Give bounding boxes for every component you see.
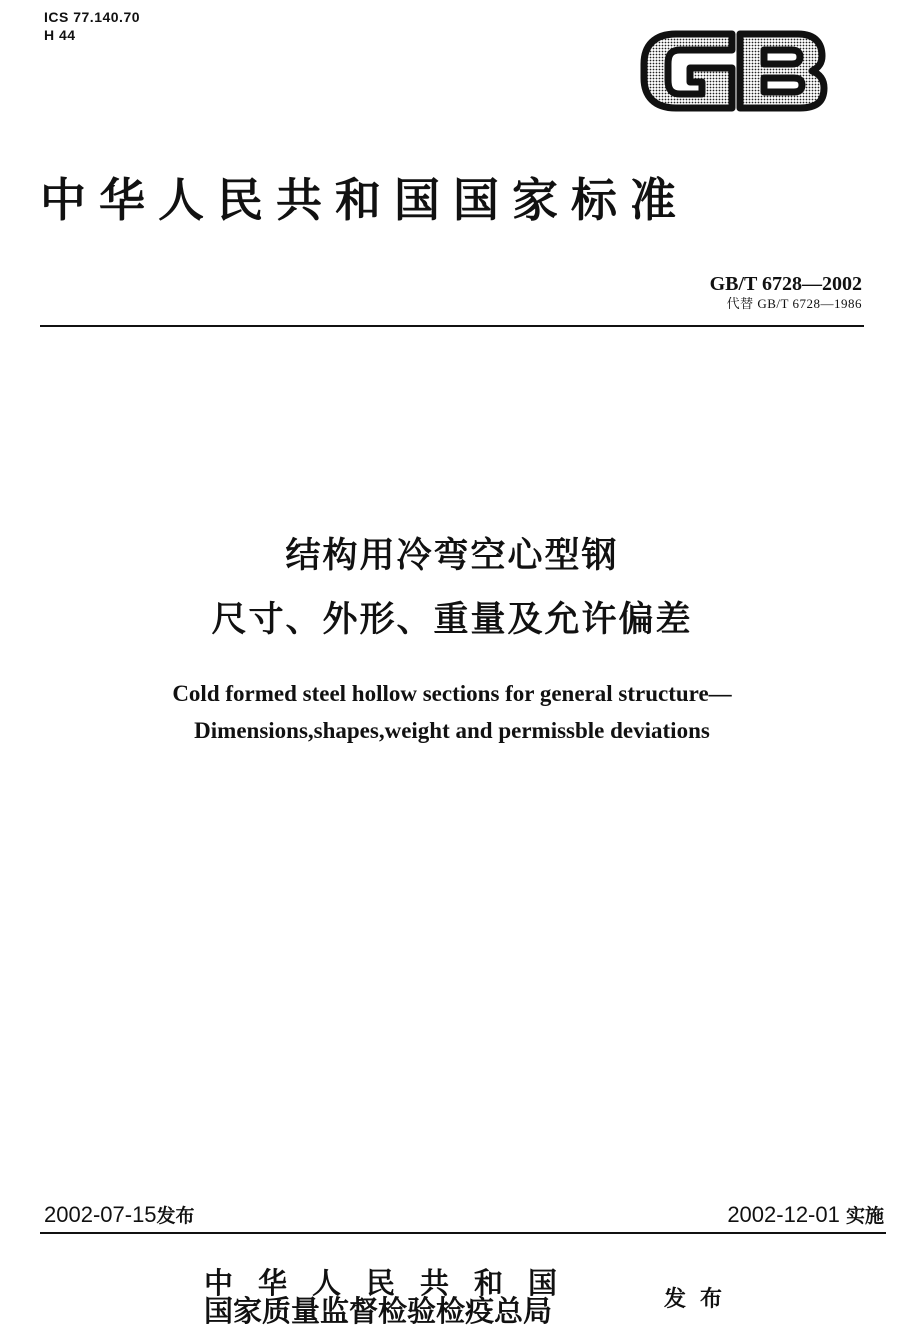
classification-codes [44,8,140,44]
english-title-line-1: Cold formed steel hollow sections for general structure— [172,681,732,706]
issue-label: 发布 [156,1205,195,1227]
issuer-action: 发布 [664,1287,737,1312]
gb-logo [640,20,828,120]
ccs-code: H 44 [44,27,76,43]
ics-code: ICS 77.140.70 [44,9,141,25]
chinese-title-line-1: 结构用冷弯空心型钢 [285,536,619,576]
standard-number-block [710,272,862,312]
issue-date: 2002-07-15 [44,1202,157,1227]
english-title-line-2: Dimensions,shapes,weight and permissble deviations [194,718,710,743]
implement-label: 实施 [845,1205,884,1227]
issuer-line-2: 国家质量监督检验检疫总局 [204,1294,553,1328]
replaced-standard: 代替 GB/T 6728—1986 [726,296,862,311]
footer-divider [40,1232,886,1234]
issuer-line-1: 中华人民共和国 [204,1266,583,1300]
implement-date: 2002-12-01 [727,1202,840,1227]
national-standard-title: 中华人民共和国国家标准 [40,173,689,227]
implement-date-block [727,1201,884,1230]
chinese-title-line-2: 尺寸、外形、重量及允许偏差 [211,600,693,640]
issue-date-block [44,1201,195,1230]
standard-number: GB/T 6728—2002 [709,273,862,295]
header-divider [40,325,864,327]
